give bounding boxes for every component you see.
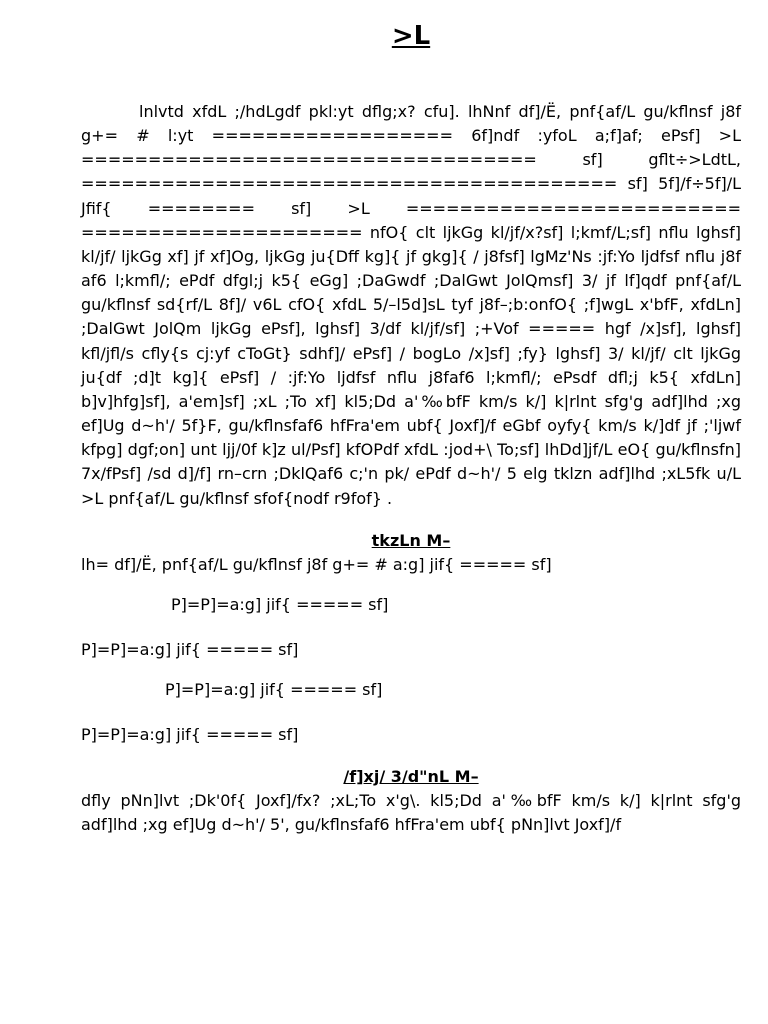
document-title: >L bbox=[391, 21, 431, 51]
witness-line: P]=P]=a:g] jif{ ===== sf] bbox=[171, 594, 389, 614]
witness-line: lh= df]/Ë, pnf{af/L gu/kflnsf j8f g+= # a:g] jif{ ===== sf] bbox=[81, 554, 552, 574]
witness-line: P]=P]=a:g] jif{ ===== sf] bbox=[81, 724, 299, 744]
document-page bbox=[81, 0, 741, 837]
witness-line: P]=P]=a:g] jif{ ===== sf] bbox=[81, 639, 299, 659]
main-paragraph: lnlvtd xfdL ;/hdLgdf pkl:yt dflg;x? cfu]. lhNnf df]/Ë, pnf{af/L gu/kflnsf j8f g+= # l:yt ================== 6f]ndf :yfoL a;f]af; ePsf] >L ================================== sf] gflt÷>LdtL, ======================================== sf] 5f]/f÷5f]/L Jfif{ ======== sf] >L ========================= ===================== nfO{ clt ljkGg kl/jf/x?sf] l;kmf/L;sf] nflu lghsf] kl/jf/ ljkGg xf] jf xf]Og, ljkGg ju{Dff kg]{ jf gkg]{ / j8fsf] lgMz'Ns :jf:Yo ljdfsf nflu j8f af6 l;kmfl/; ePdf dfgl;j k5{ eGg] ;DaGwdf ;DalGwt JolQmsf] 3/ jf lf]qdf pnf{af/L gu/kflnsf sd{rf/L 8f]/ v6L cfO{ xfdL 5/–l5d]sL tyf j8f–;b:onfO{ ;f]wgL x'bfF, xfdLn] ;DalGwt JolQm ljkGg ePsf], lghsf] 3/df kl/jf/sf] ;+Vof ===== hgf /x]sf], lghsf] kfl/jfl/s cfly{s cj:yf cToGt} sdhf]/ ePsf] / bogLo /x]sf] ;fy} lghsf] 3/ kl/jf/ clt ljkGg ju{df ;d]t kg]{ ePsf] / :jf:Yo ljdfsf nflu j8faf6 l;kmfl/; ePsdf dfl;j k5{ xfdLn] b]v]hfg]sf], a'em]sf] ;xL ;To xf] kl5;Dd a'‰bfF km/s k/] k|rlnt sfg'g adf]lhd ;xg ef]Ug d~h'/ 5f}F, gu/kflnsfaf6 hfFra'em ubf{ Joxf]/f eGbf oyfy{ km/s k/]df jf ;'ljwf kfpg] dgf;on] unt ljj/0f k]z ul/Psf] kfOPdf xfdL :jod+\ To;sf] lhDd]jf/L eO{ gu/kflnsfn] 7x/fPsf] /sd d]/f] rn–crn ;DklQaf6 c;'n pk/ ePdf d~h'/ 5 elg tklzn adf]lhd ;xL5fk u/L >L pnf{af/L gu/kflnsf sfof{nodf r9fof} . bbox=[81, 102, 741, 508]
witness-heading: tkzLn M– bbox=[371, 530, 451, 550]
section-paragraph: dfly pNn]lvt ;Dk'0f{ Joxf]/fx? ;xL;To x'g\. kl5;Dd a'‰bfF km/s k/] k|rlnt sfg'g adf]lhd ;xg ef]Ug d~h'/ 5', gu/kflnsfaf6 hfFra'em ubf{ pNn]lvt Joxf]/f bbox=[81, 790, 741, 834]
witness-line: P]=P]=a:g] jif{ ===== sf] bbox=[165, 679, 383, 699]
section-heading: /f]xj/ 3/d"nL M– bbox=[343, 766, 479, 786]
